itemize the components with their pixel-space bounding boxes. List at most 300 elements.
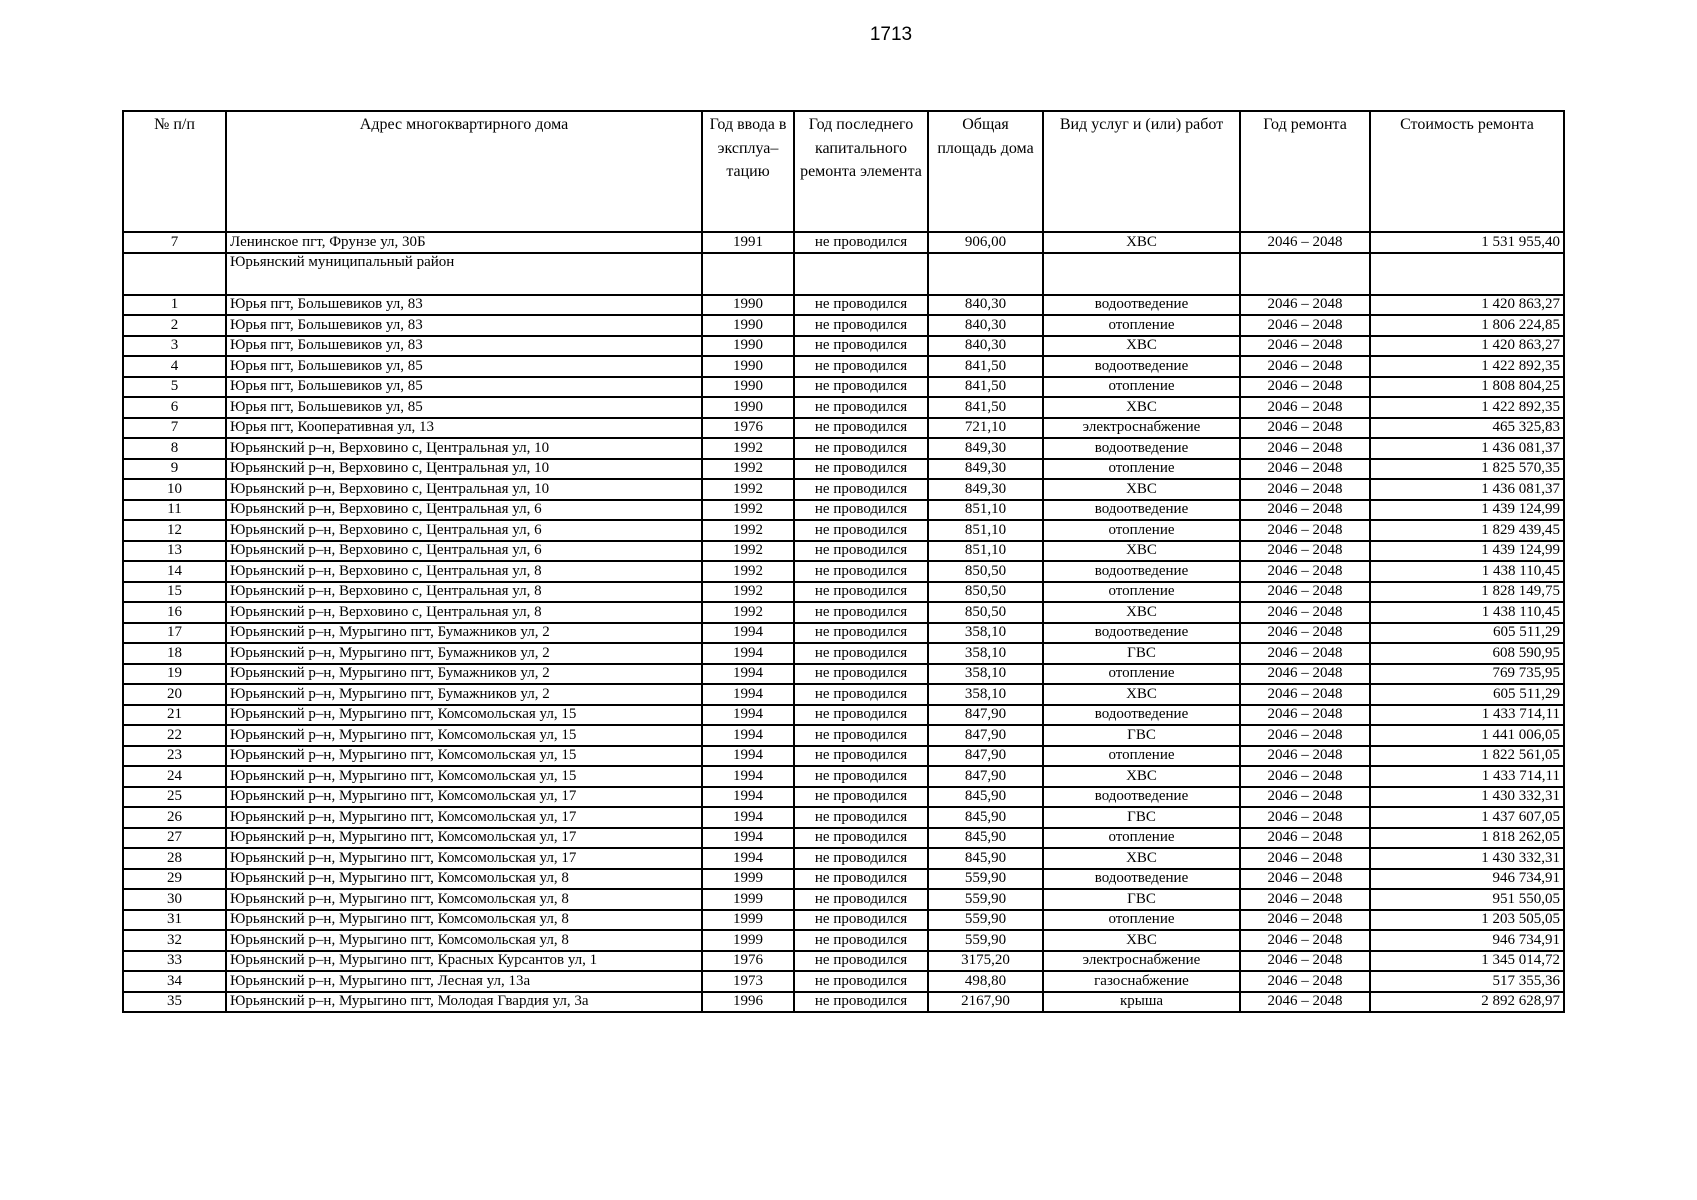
cell-period: 2046 – 2048 (1240, 787, 1370, 808)
cell-cost: 1 345 014,72 (1370, 951, 1564, 972)
cell-service: ХВС (1043, 232, 1240, 253)
cell-area: 845,90 (928, 828, 1043, 849)
cell-year: 1990 (702, 336, 794, 357)
cell-cost: 1 433 714,11 (1370, 705, 1564, 726)
cell-last-repair: не проводился (794, 602, 928, 623)
cell-address: Юрьянский р–н, Мурыгино пгт, Комсомольская ул, 15 (226, 725, 702, 746)
district-cell-empty (794, 253, 928, 295)
cell-area: 849,30 (928, 438, 1043, 459)
cell-year: 1992 (702, 438, 794, 459)
cell-last-repair: не проводился (794, 438, 928, 459)
cell-cost: 1 433 714,11 (1370, 766, 1564, 787)
cell-service: ХВС (1043, 479, 1240, 500)
cell-area: 2167,90 (928, 992, 1043, 1013)
cell-address: Юрьянский р–н, Верховино с, Центральная ул, 10 (226, 479, 702, 500)
cell-last-repair: не проводился (794, 889, 928, 910)
table-row (123, 848, 1564, 869)
table-row (123, 643, 1564, 664)
cell-period: 2046 – 2048 (1240, 746, 1370, 767)
table-row (123, 336, 1564, 357)
table-row (123, 418, 1564, 439)
cell-year: 1990 (702, 356, 794, 377)
cell-service: ХВС (1043, 930, 1240, 951)
cell-period: 2046 – 2048 (1240, 438, 1370, 459)
cell-cost: 1 808 804,25 (1370, 377, 1564, 398)
cell-last-repair: не проводился (794, 684, 928, 705)
cell-num: 22 (123, 725, 226, 746)
cell-year: 1992 (702, 582, 794, 603)
cell-year: 1994 (702, 664, 794, 685)
cell-service: отопление (1043, 746, 1240, 767)
cell-num: 21 (123, 705, 226, 726)
table-row (123, 992, 1564, 1013)
cell-address: Ленинское пгт, Фрунзе ул, 30Б (226, 232, 702, 253)
cell-last-repair: не проводился (794, 336, 928, 357)
cell-cost: 1 430 332,31 (1370, 848, 1564, 869)
cell-last-repair: не проводился (794, 664, 928, 685)
cell-last-repair: не проводился (794, 828, 928, 849)
cell-last-repair: не проводился (794, 643, 928, 664)
cell-cost: 465 325,83 (1370, 418, 1564, 439)
cell-service: водоотведение (1043, 561, 1240, 582)
cell-address: Юрьянский р–н, Верховино с, Центральная ул, 6 (226, 541, 702, 562)
cell-service: отопление (1043, 828, 1240, 849)
cell-num: 7 (123, 418, 226, 439)
cell-service: ХВС (1043, 397, 1240, 418)
cell-year: 1992 (702, 602, 794, 623)
cell-year: 1996 (702, 992, 794, 1013)
cell-period: 2046 – 2048 (1240, 582, 1370, 603)
table-row (123, 684, 1564, 705)
cell-period: 2046 – 2048 (1240, 766, 1370, 787)
cell-last-repair: не проводился (794, 232, 928, 253)
cell-address: Юрьянский р–н, Мурыгино пгт, Комсомольская ул, 17 (226, 848, 702, 869)
cell-cost: 1 806 224,85 (1370, 315, 1564, 336)
cell-num: 2 (123, 315, 226, 336)
cell-area: 847,90 (928, 766, 1043, 787)
cell-address: Юрья пгт, Большевиков ул, 85 (226, 397, 702, 418)
cell-period: 2046 – 2048 (1240, 356, 1370, 377)
cell-area: 906,00 (928, 232, 1043, 253)
cell-service: отопление (1043, 459, 1240, 480)
cell-area: 3175,20 (928, 951, 1043, 972)
cell-last-repair: не проводился (794, 541, 928, 562)
cell-last-repair: не проводился (794, 766, 928, 787)
table-row (123, 807, 1564, 828)
cell-year: 1990 (702, 295, 794, 316)
district-cell-empty (928, 253, 1043, 295)
table-row (123, 356, 1564, 377)
cell-num: 34 (123, 971, 226, 992)
cell-num: 27 (123, 828, 226, 849)
cell-cost: 605 511,29 (1370, 684, 1564, 705)
cell-last-repair: не проводился (794, 377, 928, 398)
cell-service: крыша (1043, 992, 1240, 1013)
cell-period: 2046 – 2048 (1240, 684, 1370, 705)
cell-area: 845,90 (928, 807, 1043, 828)
table-row (123, 232, 1564, 253)
cell-service: ГВС (1043, 643, 1240, 664)
cell-service: водоотведение (1043, 705, 1240, 726)
cell-last-repair: не проводился (794, 807, 928, 828)
cell-period: 2046 – 2048 (1240, 377, 1370, 398)
cell-year: 1992 (702, 561, 794, 582)
cell-year: 1994 (702, 848, 794, 869)
table-row (123, 766, 1564, 787)
cell-cost: 1 438 110,45 (1370, 561, 1564, 582)
cell-service: электроснабжение (1043, 951, 1240, 972)
repair-schedule-table (122, 110, 1565, 1013)
district-cell-empty (1043, 253, 1240, 295)
cell-period: 2046 – 2048 (1240, 725, 1370, 746)
cell-year: 1994 (702, 725, 794, 746)
cell-address: Юрьянский р–н, Верховино с, Центральная ул, 8 (226, 561, 702, 582)
cell-last-repair: не проводился (794, 520, 928, 541)
table-row (123, 295, 1564, 316)
cell-area: 841,50 (928, 377, 1043, 398)
table-row (123, 561, 1564, 582)
cell-period: 2046 – 2048 (1240, 828, 1370, 849)
cell-num: 13 (123, 541, 226, 562)
table-header (123, 111, 1564, 232)
cell-last-repair: не проводился (794, 582, 928, 603)
cell-last-repair: не проводился (794, 930, 928, 951)
cell-address: Юрьянский р–н, Мурыгино пгт, Комсомольская ул, 15 (226, 705, 702, 726)
cell-period: 2046 – 2048 (1240, 869, 1370, 890)
cell-area: 847,90 (928, 746, 1043, 767)
cell-year: 1992 (702, 500, 794, 521)
cell-area: 850,50 (928, 602, 1043, 623)
cell-num: 17 (123, 623, 226, 644)
cell-num: 30 (123, 889, 226, 910)
cell-year: 1992 (702, 459, 794, 480)
cell-last-repair: не проводился (794, 418, 928, 439)
cell-last-repair: не проводился (794, 459, 928, 480)
table-row (123, 951, 1564, 972)
cell-cost: 1 822 561,05 (1370, 746, 1564, 767)
cell-num: 29 (123, 869, 226, 890)
district-row (123, 253, 1564, 295)
cell-service: водоотведение (1043, 787, 1240, 808)
cell-cost: 1 422 892,35 (1370, 397, 1564, 418)
cell-num: 32 (123, 930, 226, 951)
cell-address: Юрьянский р–н, Мурыгино пгт, Комсомольская ул, 8 (226, 910, 702, 931)
cell-service: отопление (1043, 582, 1240, 603)
cell-area: 841,50 (928, 356, 1043, 377)
table-row (123, 397, 1564, 418)
cell-num: 9 (123, 459, 226, 480)
cell-area: 721,10 (928, 418, 1043, 439)
cell-last-repair: не проводился (794, 561, 928, 582)
cell-period: 2046 – 2048 (1240, 807, 1370, 828)
cell-period: 2046 – 2048 (1240, 643, 1370, 664)
cell-area: 358,10 (928, 684, 1043, 705)
cell-address: Юрьянский р–н, Мурыгино пгт, Комсомольская ул, 15 (226, 746, 702, 767)
cell-area: 841,50 (928, 397, 1043, 418)
cell-service: ХВС (1043, 848, 1240, 869)
cell-address: Юрья пгт, Большевиков ул, 83 (226, 336, 702, 357)
cell-num: 19 (123, 664, 226, 685)
cell-num: 5 (123, 377, 226, 398)
cell-cost: 1 437 607,05 (1370, 807, 1564, 828)
cell-area: 847,90 (928, 725, 1043, 746)
cell-service: ХВС (1043, 684, 1240, 705)
cell-service: ХВС (1043, 602, 1240, 623)
cell-year: 1991 (702, 232, 794, 253)
cell-num: 4 (123, 356, 226, 377)
cell-cost: 1 438 110,45 (1370, 602, 1564, 623)
cell-address: Юрьянский р–н, Мурыгино пгт, Красных Курсантов ул, 1 (226, 951, 702, 972)
cell-period: 2046 – 2048 (1240, 848, 1370, 869)
cell-cost: 1 420 863,27 (1370, 295, 1564, 316)
cell-num: 25 (123, 787, 226, 808)
cell-year: 1994 (702, 623, 794, 644)
cell-period: 2046 – 2048 (1240, 910, 1370, 931)
cell-service: водоотведение (1043, 295, 1240, 316)
table-row (123, 787, 1564, 808)
cell-cost: 1 422 892,35 (1370, 356, 1564, 377)
cell-period: 2046 – 2048 (1240, 295, 1370, 316)
cell-year: 1990 (702, 377, 794, 398)
cell-period: 2046 – 2048 (1240, 541, 1370, 562)
cell-cost: 1 439 124,99 (1370, 541, 1564, 562)
cell-cost: 1 436 081,37 (1370, 438, 1564, 459)
cell-address: Юрья пгт, Большевиков ул, 83 (226, 295, 702, 316)
district-cell-empty (123, 253, 226, 295)
table-row (123, 377, 1564, 398)
cell-num: 20 (123, 684, 226, 705)
table-row (123, 459, 1564, 480)
cell-area: 847,90 (928, 705, 1043, 726)
cell-area: 358,10 (928, 623, 1043, 644)
cell-last-repair: не проводился (794, 315, 928, 336)
cell-address: Юрьянский р–н, Мурыгино пгт, Комсомольская ул, 8 (226, 889, 702, 910)
cell-area: 840,30 (928, 295, 1043, 316)
cell-address: Юрьянский р–н, Верховино с, Центральная ул, 8 (226, 582, 702, 603)
cell-year: 1994 (702, 746, 794, 767)
table-row (123, 664, 1564, 685)
cell-year: 1992 (702, 479, 794, 500)
cell-year: 1999 (702, 889, 794, 910)
cell-num: 35 (123, 992, 226, 1013)
cell-num: 12 (123, 520, 226, 541)
cell-service: ГВС (1043, 725, 1240, 746)
cell-address: Юрьянский р–н, Мурыгино пгт, Комсомольская ул, 8 (226, 930, 702, 951)
cell-year: 1992 (702, 541, 794, 562)
cell-year: 1994 (702, 643, 794, 664)
header-repair-year: Год ремонта (1240, 111, 1370, 232)
header-total-area: Общая площадь дома (928, 111, 1043, 232)
header-year-commissioned: Год ввода в эксплуа– тацию (702, 111, 794, 232)
cell-service: отопление (1043, 377, 1240, 398)
cell-num: 1 (123, 295, 226, 316)
table-row (123, 930, 1564, 951)
cell-address: Юрьянский р–н, Мурыгино пгт, Комсомольская ул, 8 (226, 869, 702, 890)
table-row (123, 828, 1564, 849)
cell-area: 559,90 (928, 869, 1043, 890)
cell-address: Юрьянский р–н, Мурыгино пгт, Бумажников ул, 2 (226, 684, 702, 705)
page-number: 1713 (869, 24, 913, 45)
cell-period: 2046 – 2048 (1240, 315, 1370, 336)
cell-last-repair: не проводился (794, 295, 928, 316)
cell-period: 2046 – 2048 (1240, 232, 1370, 253)
cell-address: Юрья пгт, Большевиков ул, 85 (226, 356, 702, 377)
cell-area: 850,50 (928, 582, 1043, 603)
cell-num: 33 (123, 951, 226, 972)
table-row (123, 889, 1564, 910)
cell-address: Юрьянский р–н, Мурыгино пгт, Комсомольская ул, 17 (226, 787, 702, 808)
cell-num: 31 (123, 910, 226, 931)
cell-cost: 1 203 505,05 (1370, 910, 1564, 931)
cell-year: 1973 (702, 971, 794, 992)
cell-cost: 1 531 955,40 (1370, 232, 1564, 253)
cell-num: 8 (123, 438, 226, 459)
cell-last-repair: не проводился (794, 910, 928, 931)
cell-period: 2046 – 2048 (1240, 971, 1370, 992)
table-row (123, 971, 1564, 992)
cell-area: 840,30 (928, 315, 1043, 336)
cell-period: 2046 – 2048 (1240, 561, 1370, 582)
table-row (123, 705, 1564, 726)
header-num: № п/п (123, 111, 226, 232)
cell-cost: 1 828 149,75 (1370, 582, 1564, 603)
cell-period: 2046 – 2048 (1240, 336, 1370, 357)
cell-year: 1994 (702, 828, 794, 849)
cell-area: 851,10 (928, 520, 1043, 541)
cell-year: 1999 (702, 910, 794, 931)
cell-area: 559,90 (928, 910, 1043, 931)
cell-service: водоотведение (1043, 356, 1240, 377)
cell-area: 559,90 (928, 930, 1043, 951)
district-name: Юрьянский муниципальный район (226, 253, 702, 295)
cell-service: ХВС (1043, 541, 1240, 562)
cell-cost: 946 734,91 (1370, 930, 1564, 951)
cell-num: 28 (123, 848, 226, 869)
cell-address: Юрья пгт, Большевиков ул, 83 (226, 315, 702, 336)
cell-address: Юрьянский р–н, Мурыгино пгт, Бумажников ул, 2 (226, 623, 702, 644)
table-row (123, 725, 1564, 746)
cell-period: 2046 – 2048 (1240, 889, 1370, 910)
cell-last-repair: не проводился (794, 623, 928, 644)
cell-service: ГВС (1043, 807, 1240, 828)
district-cell-empty (702, 253, 794, 295)
header-repair-cost: Стоимость ремонта (1370, 111, 1564, 232)
cell-address: Юрьянский р–н, Мурыгино пгт, Молодая Гвардия ул, 3а (226, 992, 702, 1013)
cell-last-repair: не проводился (794, 971, 928, 992)
table-row (123, 602, 1564, 623)
cell-period: 2046 – 2048 (1240, 623, 1370, 644)
cell-cost: 946 734,91 (1370, 869, 1564, 890)
cell-area: 851,10 (928, 541, 1043, 562)
cell-service: отопление (1043, 315, 1240, 336)
cell-cost: 1 436 081,37 (1370, 479, 1564, 500)
header-service-type: Вид услуг и (или) работ (1043, 111, 1240, 232)
cell-address: Юрья пгт, Кооперативная ул, 13 (226, 418, 702, 439)
cell-last-repair: не проводился (794, 848, 928, 869)
cell-period: 2046 – 2048 (1240, 992, 1370, 1013)
cell-area: 840,30 (928, 336, 1043, 357)
header-address: Адрес многоквартирного дома (226, 111, 702, 232)
cell-period: 2046 – 2048 (1240, 705, 1370, 726)
cell-period: 2046 – 2048 (1240, 930, 1370, 951)
cell-period: 2046 – 2048 (1240, 500, 1370, 521)
cell-service: водоотведение (1043, 869, 1240, 890)
cell-last-repair: не проводился (794, 869, 928, 890)
cell-last-repair: не проводился (794, 992, 928, 1013)
cell-service: электроснабжение (1043, 418, 1240, 439)
header-row (123, 111, 1564, 232)
cell-address: Юрьянский р–н, Верховино с, Центральная ул, 6 (226, 520, 702, 541)
cell-year: 1990 (702, 315, 794, 336)
cell-address: Юрьянский р–н, Мурыгино пгт, Бумажников ул, 2 (226, 643, 702, 664)
cell-num: 7 (123, 232, 226, 253)
cell-address: Юрьянский р–н, Мурыгино пгт, Лесная ул, 13а (226, 971, 702, 992)
cell-cost: 2 892 628,97 (1370, 992, 1564, 1013)
cell-year: 1994 (702, 787, 794, 808)
cell-last-repair: не проводился (794, 787, 928, 808)
cell-last-repair: не проводился (794, 397, 928, 418)
cell-year: 1994 (702, 705, 794, 726)
cell-area: 358,10 (928, 664, 1043, 685)
cell-cost: 1 439 124,99 (1370, 500, 1564, 521)
district-cell-empty (1370, 253, 1564, 295)
cell-area: 358,10 (928, 643, 1043, 664)
cell-area: 851,10 (928, 500, 1043, 521)
cell-address: Юрьянский р–н, Мурыгино пгт, Комсомольская ул, 17 (226, 807, 702, 828)
cell-last-repair: не проводился (794, 725, 928, 746)
cell-num: 16 (123, 602, 226, 623)
table-body (123, 232, 1564, 1012)
cell-address: Юрьянский р–н, Мурыгино пгт, Комсомольская ул, 17 (226, 828, 702, 849)
cell-area: 559,90 (928, 889, 1043, 910)
table-row (123, 541, 1564, 562)
cell-service: ХВС (1043, 336, 1240, 357)
table-row (123, 869, 1564, 890)
cell-cost: 1 420 863,27 (1370, 336, 1564, 357)
cell-service: водоотведение (1043, 500, 1240, 521)
cell-num: 26 (123, 807, 226, 828)
cell-cost: 1 430 332,31 (1370, 787, 1564, 808)
cell-address: Юрьянский р–н, Мурыгино пгт, Бумажников ул, 2 (226, 664, 702, 685)
cell-year: 1999 (702, 869, 794, 890)
cell-last-repair: не проводился (794, 500, 928, 521)
cell-address: Юрьянский р–н, Верховино с, Центральная ул, 8 (226, 602, 702, 623)
cell-address: Юрьянский р–н, Верховино с, Центральная ул, 10 (226, 459, 702, 480)
cell-year: 1994 (702, 807, 794, 828)
cell-cost: 1 829 439,45 (1370, 520, 1564, 541)
cell-num: 18 (123, 643, 226, 664)
cell-last-repair: не проводился (794, 356, 928, 377)
cell-num: 10 (123, 479, 226, 500)
cell-year: 1990 (702, 397, 794, 418)
cell-year: 1994 (702, 766, 794, 787)
table-row (123, 582, 1564, 603)
cell-year: 1999 (702, 930, 794, 951)
cell-service: отопление (1043, 664, 1240, 685)
cell-num: 23 (123, 746, 226, 767)
cell-last-repair: не проводился (794, 951, 928, 972)
cell-num: 15 (123, 582, 226, 603)
cell-year: 1976 (702, 951, 794, 972)
cell-area: 849,30 (928, 479, 1043, 500)
district-cell-empty (1240, 253, 1370, 295)
cell-period: 2046 – 2048 (1240, 479, 1370, 500)
cell-period: 2046 – 2048 (1240, 418, 1370, 439)
table-row (123, 623, 1564, 644)
cell-period: 2046 – 2048 (1240, 397, 1370, 418)
cell-cost: 1 825 570,35 (1370, 459, 1564, 480)
table-row (123, 910, 1564, 931)
